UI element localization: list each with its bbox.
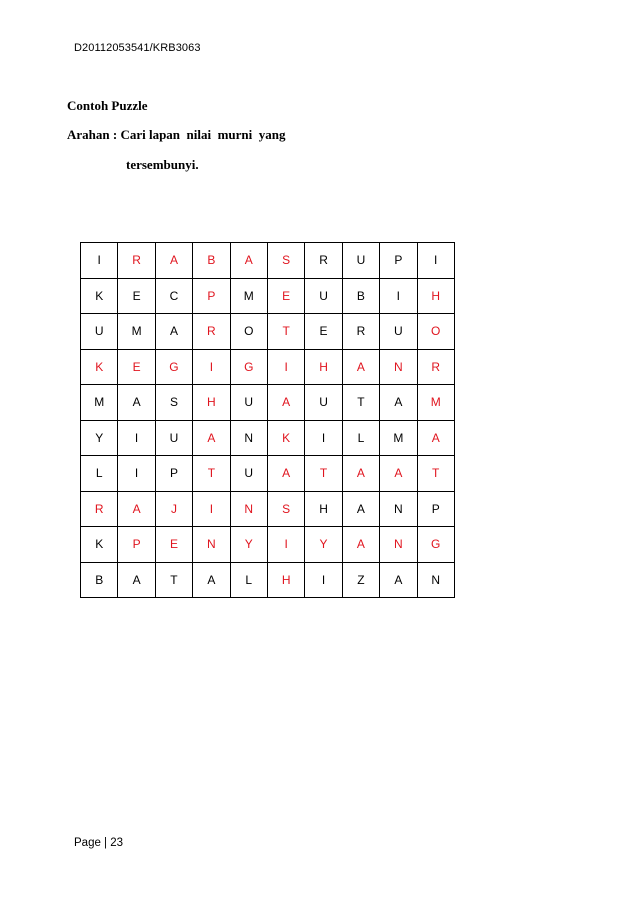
grid-cell: A [155,314,192,350]
grid-cell: A [267,385,304,421]
page-number: Page | 23 [74,837,124,849]
grid-cell: N [417,562,454,598]
grid-cell: E [267,278,304,314]
grid-cell: N [380,349,417,385]
grid-cell: U [155,420,192,456]
grid-cell: R [342,314,379,350]
grid-cell: T [417,456,454,492]
grid-cell: K [81,349,118,385]
grid-cell: S [267,491,304,527]
grid-cell: A [380,385,417,421]
grid-cell: E [305,314,342,350]
grid-cell: A [118,491,155,527]
grid-cell: A [118,385,155,421]
grid-cell: O [230,314,267,350]
grid-cell: U [305,385,342,421]
grid-cell: O [417,314,454,350]
grid-cell: R [81,491,118,527]
grid-cell: I [193,349,230,385]
grid-cell: I [81,243,118,279]
word-search-grid-body [81,243,455,598]
grid-cell: U [342,243,379,279]
grid-cell: A [342,527,379,563]
grid-cell: A [267,456,304,492]
grid-cell: H [267,562,304,598]
grid-cell: E [118,278,155,314]
grid-cell: B [342,278,379,314]
grid-cell: I [267,349,304,385]
grid-cell: N [230,491,267,527]
grid-cell: H [193,385,230,421]
grid-cell: P [417,491,454,527]
grid-cell: N [380,527,417,563]
grid-cell: A [380,456,417,492]
grid-cell: I [380,278,417,314]
grid-cell: U [230,456,267,492]
grid-row [81,243,455,279]
grid-cell: L [342,420,379,456]
grid-cell: T [305,456,342,492]
grid-cell: A [417,420,454,456]
grid-cell: P [118,527,155,563]
puzzle-heading: Contoh Puzzle [67,98,148,113]
grid-row [81,349,455,385]
grid-cell: A [193,562,230,598]
grid-cell: T [342,385,379,421]
instruction-line-2: tersembunyi. [126,157,199,172]
grid-cell: H [417,278,454,314]
grid-cell: Y [305,527,342,563]
grid-cell: B [81,562,118,598]
grid-cell: H [305,491,342,527]
grid-cell: C [155,278,192,314]
grid-cell: T [155,562,192,598]
grid-cell: M [118,314,155,350]
grid-cell: A [155,243,192,279]
grid-cell: R [417,349,454,385]
grid-cell: A [342,491,379,527]
grid-cell: P [380,243,417,279]
grid-row [81,314,455,350]
grid-cell: U [305,278,342,314]
grid-cell: A [342,349,379,385]
grid-cell: R [118,243,155,279]
grid-cell: I [417,243,454,279]
grid-cell: I [305,420,342,456]
grid-cell: G [155,349,192,385]
grid-cell: U [81,314,118,350]
grid-row [81,420,455,456]
grid-cell: A [230,243,267,279]
grid-cell: N [380,491,417,527]
grid-cell: M [230,278,267,314]
grid-cell: L [81,456,118,492]
grid-cell: T [193,456,230,492]
grid-cell: L [230,562,267,598]
grid-cell: I [305,562,342,598]
word-search-grid [80,242,455,598]
grid-cell: N [193,527,230,563]
grid-cell: B [193,243,230,279]
grid-cell: U [380,314,417,350]
grid-cell: K [81,278,118,314]
grid-cell: U [230,385,267,421]
grid-cell: T [267,314,304,350]
instruction-line-1: Arahan : Cari lapan nilai murni yang [67,127,286,142]
grid-cell: M [81,385,118,421]
grid-cell: H [305,349,342,385]
grid-cell: I [118,456,155,492]
grid-cell: I [193,491,230,527]
grid-cell: Y [230,527,267,563]
document-code: D20112053541/KRB3063 [74,42,201,54]
grid-cell: A [342,456,379,492]
grid-cell: R [193,314,230,350]
grid-row [81,456,455,492]
grid-cell: P [155,456,192,492]
grid-cell: E [118,349,155,385]
grid-row [81,562,455,598]
grid-cell: E [155,527,192,563]
grid-cell: S [155,385,192,421]
grid-row [81,278,455,314]
grid-cell: A [380,562,417,598]
grid-row [81,385,455,421]
grid-row [81,491,455,527]
grid-cell: Y [81,420,118,456]
grid-cell: K [81,527,118,563]
grid-cell: M [380,420,417,456]
grid-cell: G [230,349,267,385]
grid-cell: S [267,243,304,279]
grid-cell: G [417,527,454,563]
grid-cell: M [417,385,454,421]
grid-cell: P [193,278,230,314]
grid-cell: I [118,420,155,456]
grid-cell: A [193,420,230,456]
grid-cell: A [118,562,155,598]
grid-cell: J [155,491,192,527]
grid-cell: K [267,420,304,456]
grid-cell: R [305,243,342,279]
grid-cell: N [230,420,267,456]
grid-cell: Z [342,562,379,598]
grid-row [81,527,455,563]
grid-cell: I [267,527,304,563]
